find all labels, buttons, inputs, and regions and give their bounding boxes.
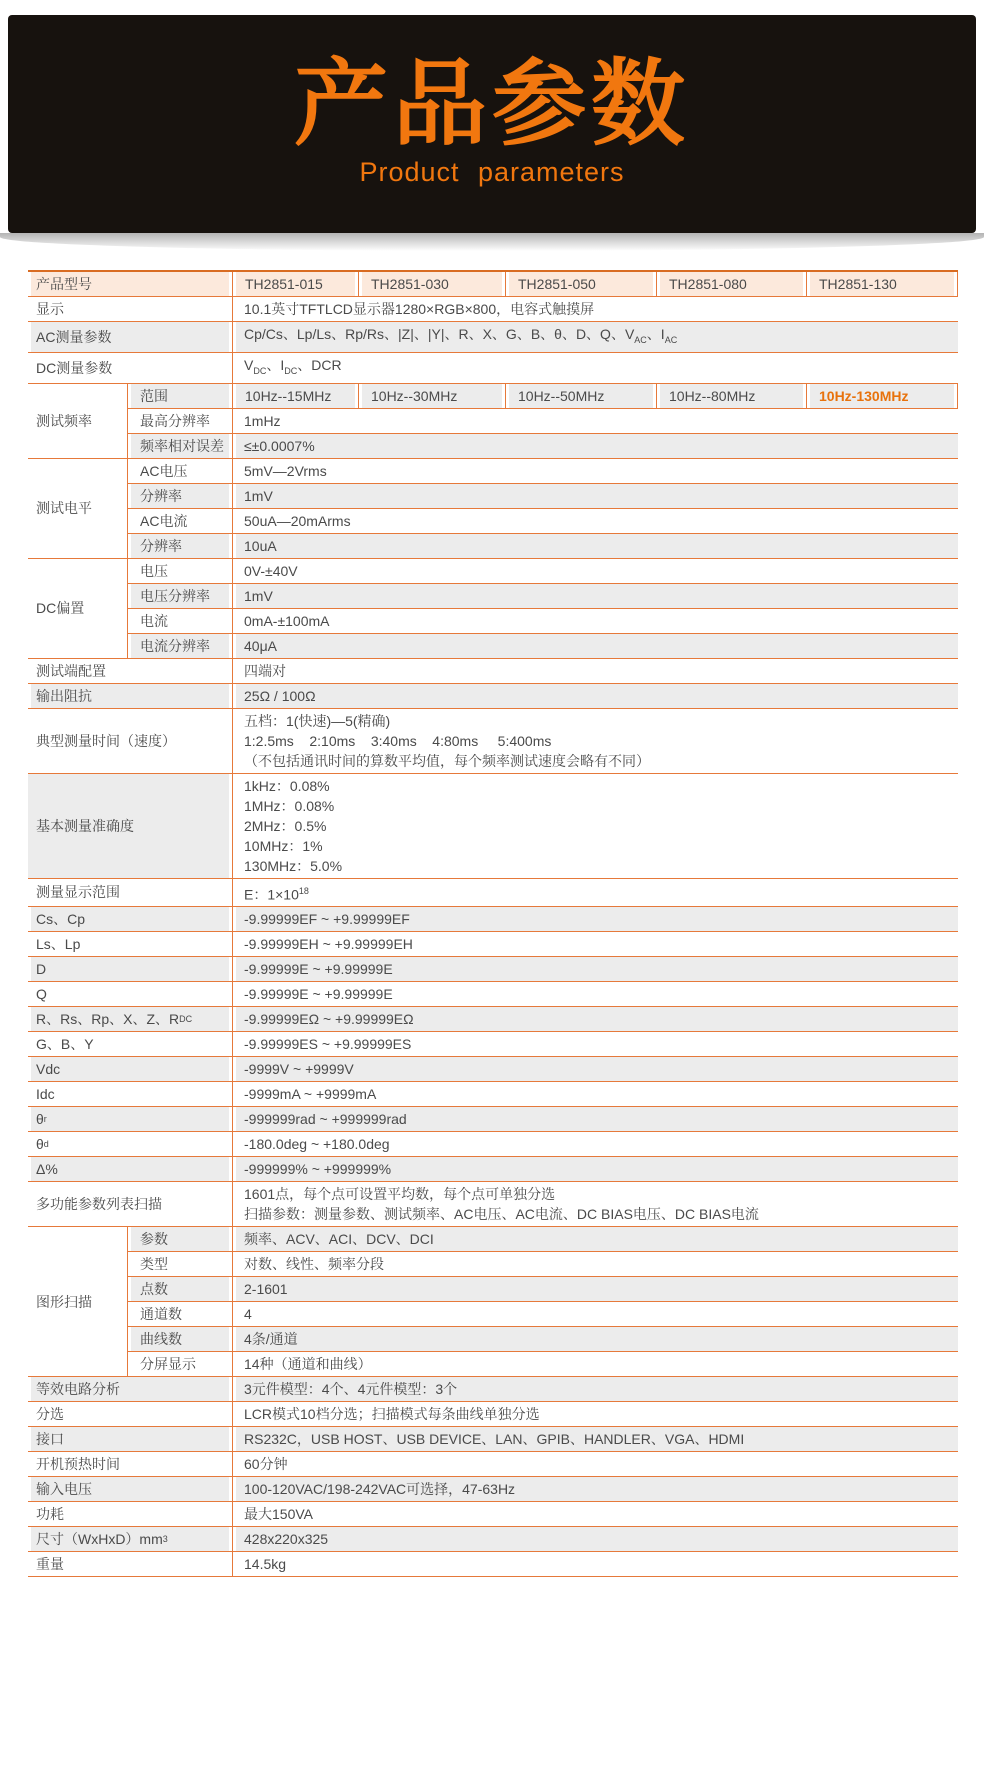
- spec-row: [128, 459, 958, 483]
- title-banner: [8, 15, 976, 233]
- spec-row: [28, 906, 958, 931]
- spec-row: [28, 296, 958, 321]
- value-line: 扫描参数：测量参数、测试频率、AC电压、AC电流、DC BIAS电压、DC BIAS电流: [244, 1206, 759, 1223]
- row-value: [232, 1302, 958, 1326]
- row-value: [232, 1352, 958, 1376]
- model-cell: TH2851-050: [505, 272, 656, 296]
- spec-row: [28, 1501, 958, 1526]
- spec-row: [128, 1251, 958, 1276]
- value-line: -9.99999ES ~ +9.99999ES: [244, 1036, 412, 1053]
- spec-row: [28, 1156, 958, 1181]
- value-line: 100-120VAC/198-242VAC可选择，47-63Hz: [244, 1481, 516, 1498]
- spec-group: [28, 558, 958, 658]
- spec-row: [28, 1081, 958, 1106]
- row-value: [232, 1477, 958, 1501]
- row-value: [232, 932, 958, 956]
- row-value: [232, 684, 958, 708]
- spec-row: [28, 878, 958, 907]
- value-cols: [232, 384, 958, 408]
- row-label: 功耗: [36, 1506, 64, 1523]
- row-value: [232, 709, 958, 773]
- model-cell: TH2851-130: [806, 272, 958, 296]
- value-line: 10uA: [244, 537, 277, 554]
- row-label: 接口: [28, 1427, 232, 1451]
- value-line: RS232C，USB HOST、USB DEVICE、LAN、GPIB、HANDLER、VGA、HDMI: [244, 1431, 745, 1448]
- spec-row-models: [28, 272, 958, 296]
- value-line: 60分钟: [244, 1456, 288, 1473]
- row-value: [232, 879, 958, 907]
- row-label: 分辨率: [128, 484, 232, 508]
- value-line: 频率、ACV、ACI、DCV、DCI: [244, 1231, 434, 1248]
- row-value: [232, 459, 958, 483]
- row-label: 类型: [140, 1256, 168, 1273]
- row-label: 等效电路分析: [28, 1377, 232, 1401]
- value-cell: 10Hz-130MHz: [806, 384, 958, 408]
- value-line: -9.99999EF ~ +9.99999EF: [244, 911, 410, 928]
- value-line: 0V-±40V: [244, 562, 298, 579]
- spec-row: [128, 408, 958, 433]
- spec-row: [28, 981, 958, 1006]
- row-label: R、Rs、Rp、X、Z、R DC: [28, 1007, 232, 1031]
- value-cell: 10Hz--30MHz: [358, 384, 505, 408]
- spec-row: [128, 633, 958, 658]
- spec-table: [28, 270, 958, 1577]
- row-value: [232, 1377, 958, 1401]
- spec-group: [28, 458, 958, 558]
- spec-row: [28, 1056, 958, 1081]
- value-line: 40μA: [244, 637, 277, 654]
- row-value: [232, 1227, 958, 1251]
- row-value: [232, 534, 958, 558]
- value-line: E：$1\times 10^{18}$: [244, 885, 309, 903]
- value-line: -9999V ~ +9999V: [244, 1061, 354, 1078]
- value-line: （不包括通讯时间的算数平均值，每个频率测试速度会略有不同）: [244, 752, 650, 769]
- spec-row: [28, 1451, 958, 1476]
- spec-row: [128, 608, 958, 633]
- value-line: $V_{DC}$、$I_{DC}$、DCR: [244, 356, 342, 376]
- row-value: [232, 584, 958, 608]
- spec-row: [28, 352, 958, 383]
- model-cell: TH2851-015: [232, 272, 358, 296]
- value-cell: 10Hz--80MHz: [656, 384, 806, 408]
- value-line: 四端对: [244, 662, 286, 679]
- row-value: [232, 1502, 958, 1526]
- spec-row: [28, 1426, 958, 1451]
- value-cell: 10Hz--50MHz: [505, 384, 656, 408]
- row-value: [232, 1552, 958, 1576]
- spec-row: [28, 1106, 958, 1131]
- row-value: [232, 297, 958, 321]
- row-value: [232, 774, 958, 878]
- group-body: [127, 384, 958, 458]
- value-line: 25Ω / 100Ω: [244, 687, 316, 704]
- row-label: 多功能参数列表扫描: [36, 1196, 162, 1213]
- row-label: G、B、Y: [36, 1036, 94, 1053]
- row-label: 曲线数: [128, 1327, 232, 1351]
- group-label: 测试频率: [36, 412, 92, 429]
- row-value: [232, 1082, 958, 1106]
- spec-row: [128, 583, 958, 608]
- spec-row: [28, 1476, 958, 1501]
- row-label: 范围: [128, 384, 232, 408]
- value-cell: 10Hz--15MHz: [232, 384, 358, 408]
- spec-row: [28, 321, 958, 352]
- spec-row: [28, 956, 958, 981]
- row-label: AC测量参数: [28, 322, 232, 352]
- value-line: -180.0deg ~ +180.0deg: [244, 1136, 390, 1153]
- value-line: 4条/通道: [244, 1331, 298, 1348]
- spec-row: [28, 1401, 958, 1426]
- row-label: 电流分辨率: [128, 634, 232, 658]
- value-line: 1:2.5ms 2:10ms 3:40ms 4:80ms 5:400ms: [244, 732, 552, 749]
- row-label: D: [28, 957, 232, 981]
- value-line: LCR模式10档分选；扫描模式每条曲线单独分选: [244, 1406, 540, 1423]
- row-label: 重量: [36, 1556, 64, 1573]
- row-value: [232, 484, 958, 508]
- spec-row: [128, 559, 958, 583]
- row-value: [232, 1527, 958, 1551]
- spec-group: [28, 1226, 958, 1376]
- value-line: 50uA—20mArms: [244, 512, 351, 529]
- row-value: [232, 1157, 958, 1181]
- spec-row: [128, 483, 958, 508]
- page-title-cn: 产品参数: [293, 51, 690, 156]
- spec-row: [128, 1276, 958, 1301]
- row-value: [232, 409, 958, 433]
- value-line: -9.99999EH ~ +9.99999EH: [244, 936, 413, 953]
- spec-row: [28, 1181, 958, 1226]
- row-value: [232, 982, 958, 1006]
- row-label: θ r: [28, 1107, 232, 1131]
- model-cell: TH2851-030: [358, 272, 505, 296]
- model-cell: TH2851-080: [656, 272, 806, 296]
- spec-row: [28, 658, 958, 683]
- spec-row: [128, 384, 958, 408]
- value-line: 130MHz：5.0%: [244, 857, 343, 874]
- row-label: 通道数: [140, 1306, 182, 1323]
- row-value: [232, 322, 958, 352]
- row-label: 分辨率: [128, 534, 232, 558]
- spec-row: [128, 433, 958, 458]
- value-line: 1MHz：0.08%: [244, 797, 335, 814]
- row-label: 产品型号: [28, 272, 232, 296]
- row-label: 最高分辨率: [140, 412, 210, 429]
- row-value: [232, 509, 958, 533]
- page-title-en: Product parameters: [359, 157, 625, 187]
- spec-row: [28, 1031, 958, 1056]
- value-line: 2-1601: [244, 1281, 288, 1298]
- value-line: 1kHz：0.08%: [244, 777, 330, 794]
- spec-row: [128, 1326, 958, 1351]
- spec-row: [28, 1526, 958, 1551]
- spec-row: [28, 708, 958, 773]
- value-line: -9.99999EΩ ~ +9.99999EΩ: [244, 1011, 414, 1028]
- row-value: [232, 1107, 958, 1131]
- row-label: 输出阻抗: [28, 684, 232, 708]
- row-label: Idc: [36, 1086, 55, 1103]
- row-value: [232, 907, 958, 931]
- row-value: [232, 634, 958, 658]
- row-label: 测量显示范围: [36, 884, 120, 901]
- value-line: 5mV—2Vrms: [244, 462, 327, 479]
- row-label: 电压分辨率: [128, 584, 232, 608]
- value-line: 五档：1(快速)—5(精确): [244, 712, 391, 729]
- value-line: 2MHz：0.5%: [244, 817, 327, 834]
- spec-row: [128, 533, 958, 558]
- row-value: [232, 559, 958, 583]
- row-value: [232, 353, 958, 383]
- row-label: 参数: [128, 1227, 232, 1251]
- value-line: 4: [244, 1306, 252, 1323]
- row-label: 分屏显示: [140, 1356, 196, 1373]
- banner-shadow: [0, 233, 984, 251]
- spec-row: [128, 1351, 958, 1376]
- value-line: 1mV: [244, 487, 273, 504]
- row-label: 频率相对误差: [128, 434, 232, 458]
- spec-group: [28, 383, 958, 458]
- row-label: 开机预热时间: [36, 1456, 120, 1473]
- row-label: 基本测量准确度: [28, 774, 232, 878]
- row-label: 尺寸（WxHxD）mm 3: [28, 1527, 232, 1551]
- value-line: 14种（通道和曲线）: [244, 1356, 372, 1373]
- row-value: [232, 659, 958, 683]
- row-label: θ d: [36, 1136, 49, 1153]
- value-line: 3元件模型：4个、4元件模型：3个: [244, 1381, 458, 1398]
- group-body: [127, 559, 958, 658]
- row-label: 电压: [140, 562, 168, 579]
- spec-row: [128, 508, 958, 533]
- row-value: [232, 1327, 958, 1351]
- value-line: 1mV: [244, 587, 273, 604]
- row-label: 典型测量时间（速度）: [36, 732, 176, 749]
- row-label: 测试端配置: [36, 662, 106, 679]
- row-label: Vdc: [28, 1057, 232, 1081]
- row-value: [232, 1427, 958, 1451]
- row-value: [232, 1277, 958, 1301]
- spec-row: [128, 1301, 958, 1326]
- row-value: [232, 609, 958, 633]
- row-label: DC测量参数: [36, 359, 113, 376]
- row-label: 点数: [128, 1277, 232, 1301]
- group-label: 图形扫描: [36, 1293, 92, 1310]
- value-line: 1mHz: [244, 412, 281, 429]
- spec-row: [128, 1227, 958, 1251]
- value-line: 14.5kg: [244, 1556, 287, 1573]
- row-label: Cs、Cp: [28, 907, 232, 931]
- row-value: [232, 1402, 958, 1426]
- value-line: ≤±0.0007%: [244, 437, 315, 454]
- value-line: 10MHz：1%: [244, 837, 323, 854]
- value-line: Cp/Cs、Lp/Ls、Rp/Rs、|Z|、|Y|、R、X、G、B、θ、D、Q、$V_{AC}$、$I_{AC}$: [244, 326, 678, 345]
- row-label: Q: [36, 986, 47, 1003]
- row-value: [232, 1057, 958, 1081]
- spec-row: [28, 773, 958, 878]
- row-value: [232, 1452, 958, 1476]
- row-value: [232, 434, 958, 458]
- row-label: 显示: [36, 301, 64, 317]
- spec-row: [28, 1376, 958, 1401]
- value-line: 最大150VA: [244, 1506, 313, 1523]
- row-value: [232, 1182, 958, 1226]
- row-label: Δ%: [28, 1157, 232, 1181]
- row-value: [232, 1252, 958, 1276]
- value-line: -999999% ~ +999999%: [244, 1161, 392, 1178]
- value-line: -9.99999E ~ +9.99999E: [244, 961, 393, 978]
- row-label: 电流: [140, 612, 168, 629]
- row-label: AC电压: [140, 462, 188, 479]
- value-line: 428x220x325: [244, 1531, 329, 1548]
- spec-row: [28, 1131, 958, 1156]
- value-line: 1601点，每个点可设置平均数，每个点可单独分选: [244, 1186, 556, 1203]
- row-value: [232, 1032, 958, 1056]
- row-label: AC电流: [140, 512, 188, 529]
- row-value: [232, 957, 958, 981]
- row-label: Ls、Lp: [36, 936, 81, 953]
- row-label: 分选: [36, 1406, 64, 1423]
- spec-row: [28, 1551, 958, 1576]
- value-line: -9999mA ~ +9999mA: [244, 1086, 377, 1103]
- value-line: -999999rad ~ +999999rad: [244, 1111, 407, 1128]
- value-line: -9.99999E ~ +9.99999E: [244, 986, 393, 1003]
- group-label: DC偏置: [36, 600, 85, 617]
- row-label: 输入电压: [28, 1477, 232, 1501]
- spec-row: [28, 683, 958, 708]
- value-line: 0mA-±100mA: [244, 612, 330, 629]
- row-value: [232, 1132, 958, 1156]
- group-body: [127, 459, 958, 558]
- row-value: [232, 1007, 958, 1031]
- value-line: 对数、线性、频率分段: [244, 1256, 384, 1273]
- group-body: [127, 1227, 958, 1376]
- spec-row: [28, 931, 958, 956]
- group-label: 测试电平: [36, 500, 92, 517]
- model-cols: [232, 272, 958, 296]
- spec-row: [28, 1006, 958, 1031]
- value-line: 10.1英寸TFTLCD显示器1280×RGB×800，电容式触摸屏: [244, 301, 595, 317]
